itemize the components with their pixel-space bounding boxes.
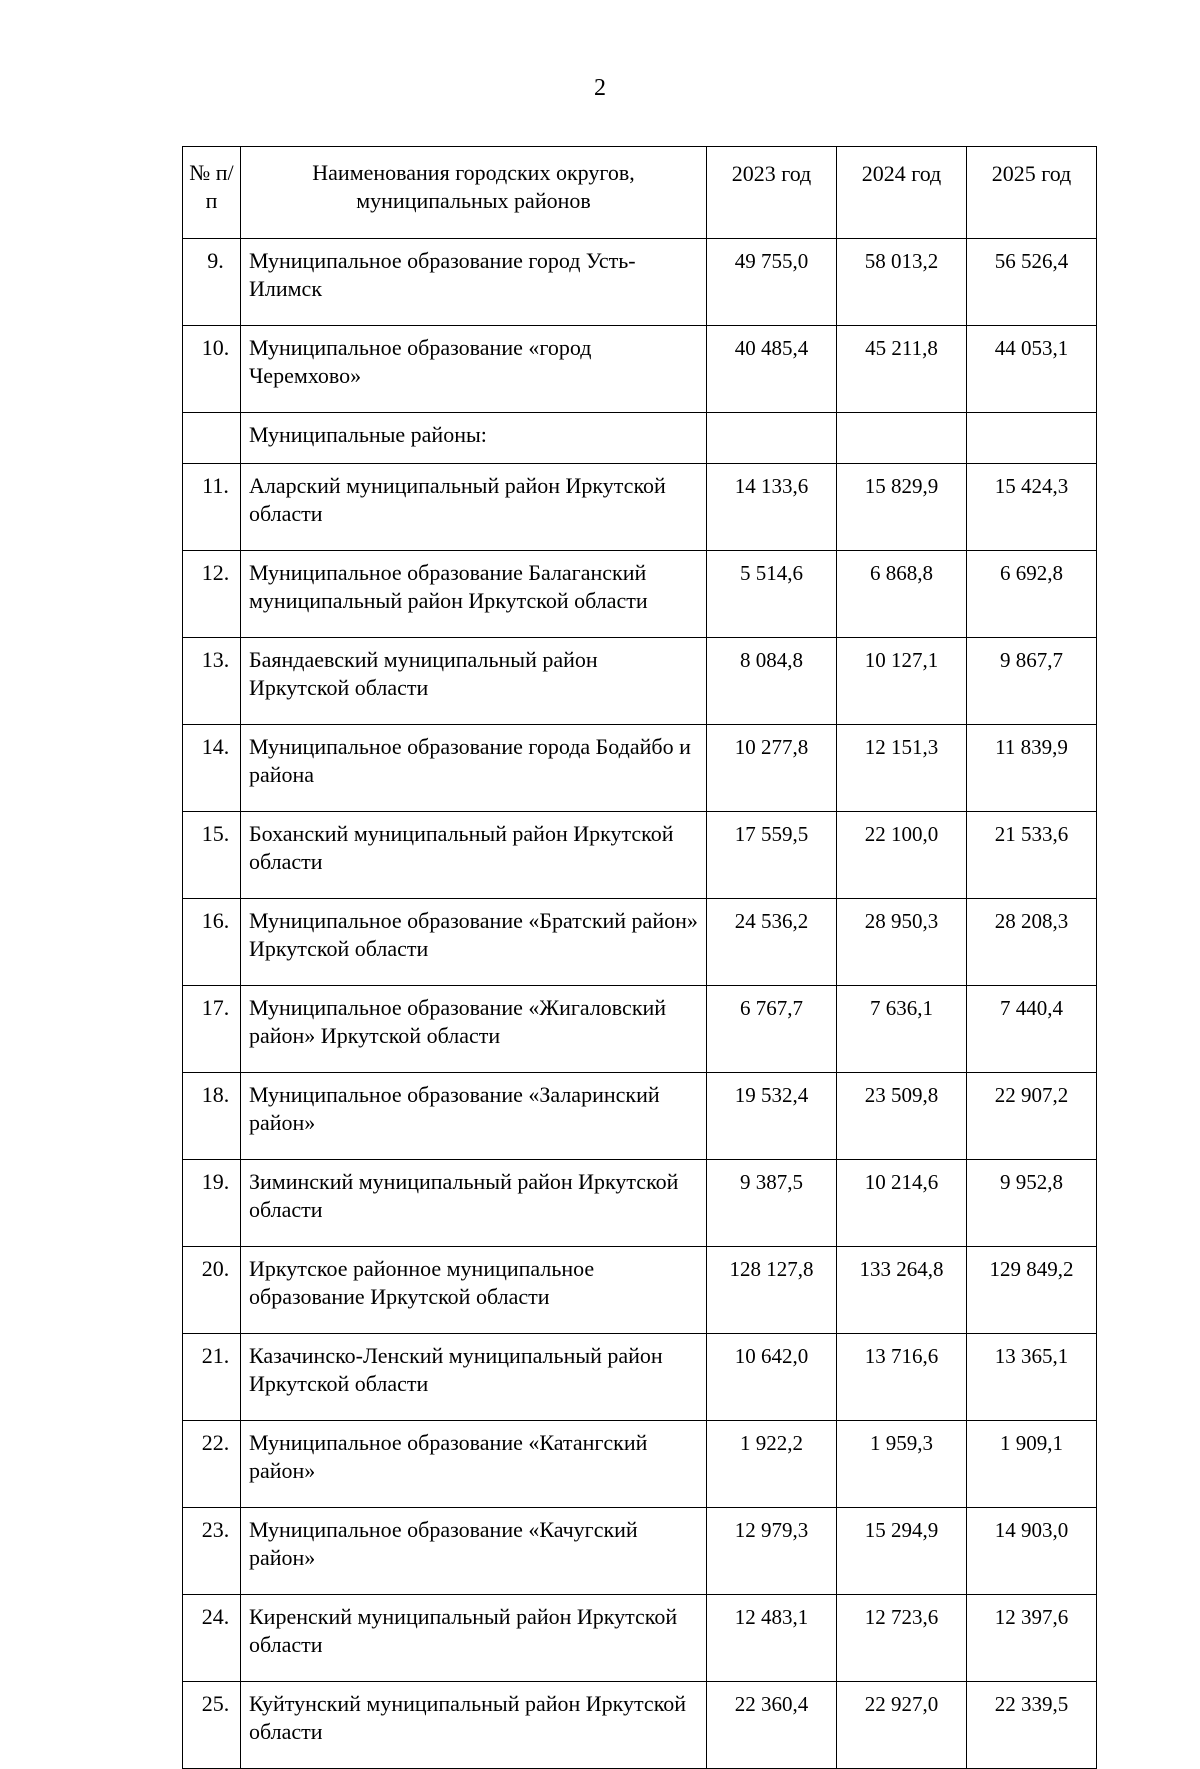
row-name: Куйтунский муниципальный район Иркутской области bbox=[241, 1682, 707, 1769]
value-2023: 10 277,8 bbox=[707, 725, 837, 812]
row-name: Киренский муниципальный район Иркутской области bbox=[241, 1595, 707, 1682]
row-name: Боханский муниципальный район Иркутской области bbox=[241, 812, 707, 899]
row-number: 20. bbox=[183, 1247, 241, 1334]
row-name: Муниципальное образование «Качугский район» bbox=[241, 1508, 707, 1595]
row-number: 9. bbox=[183, 239, 241, 326]
row-name: Муниципальные районы: bbox=[241, 413, 707, 464]
table-row bbox=[183, 812, 1097, 899]
value-2024 bbox=[837, 413, 967, 464]
value-2024: 12 151,3 bbox=[837, 725, 967, 812]
value-2025 bbox=[967, 413, 1097, 464]
row-name: Казачинско-Ленский муниципальный район Иркутской области bbox=[241, 1334, 707, 1421]
row-number: 13. bbox=[183, 638, 241, 725]
value-2024: 12 723,6 bbox=[837, 1595, 967, 1682]
value-2023: 12 979,3 bbox=[707, 1508, 837, 1595]
value-2025: 22 907,2 bbox=[967, 1073, 1097, 1160]
value-2024: 10 214,6 bbox=[837, 1160, 967, 1247]
value-2023: 17 559,5 bbox=[707, 812, 837, 899]
value-2024: 7 636,1 bbox=[837, 986, 967, 1073]
row-name: Аларский муниципальный район Иркутской области bbox=[241, 464, 707, 551]
value-2025: 6 692,8 bbox=[967, 551, 1097, 638]
budget-table bbox=[182, 146, 1097, 1769]
page-number: 2 bbox=[594, 75, 606, 101]
value-2023: 19 532,4 bbox=[707, 1073, 837, 1160]
row-number: 15. bbox=[183, 812, 241, 899]
table-row bbox=[183, 725, 1097, 812]
value-2023: 9 387,5 bbox=[707, 1160, 837, 1247]
row-number: 23. bbox=[183, 1508, 241, 1595]
table-row bbox=[183, 899, 1097, 986]
value-2023: 49 755,0 bbox=[707, 239, 837, 326]
row-number: 24. bbox=[183, 1595, 241, 1682]
row-number: 10. bbox=[183, 326, 241, 413]
value-2025: 44 053,1 bbox=[967, 326, 1097, 413]
value-2025: 56 526,4 bbox=[967, 239, 1097, 326]
row-name: Баяндаевский муниципальный район Иркутской области bbox=[241, 638, 707, 725]
row-number: 21. bbox=[183, 1334, 241, 1421]
table-row bbox=[183, 638, 1097, 725]
value-2023: 1 922,2 bbox=[707, 1421, 837, 1508]
header-2024: 2024 год bbox=[837, 147, 967, 239]
value-2023: 22 360,4 bbox=[707, 1682, 837, 1769]
value-2025: 9 952,8 bbox=[967, 1160, 1097, 1247]
value-2024: 23 509,8 bbox=[837, 1073, 967, 1160]
row-name: Муниципальное образование «Заларинский район» bbox=[241, 1073, 707, 1160]
row-name: Муниципальное образование город Усть-Илимск bbox=[241, 239, 707, 326]
value-2024: 6 868,8 bbox=[837, 551, 967, 638]
table-row bbox=[183, 1595, 1097, 1682]
row-name: Муниципальное образование «Братский район» Иркутской области bbox=[241, 899, 707, 986]
value-2024: 58 013,2 bbox=[837, 239, 967, 326]
header-name: Наименования городских округов, муниципальных районов bbox=[241, 147, 707, 239]
value-2024: 15 829,9 bbox=[837, 464, 967, 551]
row-number bbox=[183, 413, 241, 464]
table-row bbox=[183, 1073, 1097, 1160]
table-row bbox=[183, 1247, 1097, 1334]
table-body bbox=[183, 239, 1097, 1769]
value-2025: 13 365,1 bbox=[967, 1334, 1097, 1421]
value-2025: 21 533,6 bbox=[967, 812, 1097, 899]
table-row bbox=[183, 1160, 1097, 1247]
table-row bbox=[183, 413, 1097, 464]
value-2023 bbox=[707, 413, 837, 464]
row-number: 17. bbox=[183, 986, 241, 1073]
value-2025: 129 849,2 bbox=[967, 1247, 1097, 1334]
row-name: Муниципальное образование города Бодайбо и района bbox=[241, 725, 707, 812]
row-name: Муниципальное образование «Катангский район» bbox=[241, 1421, 707, 1508]
table-row bbox=[183, 986, 1097, 1073]
value-2024: 28 950,3 bbox=[837, 899, 967, 986]
value-2023: 10 642,0 bbox=[707, 1334, 837, 1421]
value-2023: 8 084,8 bbox=[707, 638, 837, 725]
value-2025: 11 839,9 bbox=[967, 725, 1097, 812]
row-name: Муниципальное образование Балаганский муниципальный район Иркутской области bbox=[241, 551, 707, 638]
row-number: 19. bbox=[183, 1160, 241, 1247]
value-2025: 7 440,4 bbox=[967, 986, 1097, 1073]
header-num: № п/п bbox=[183, 147, 241, 239]
row-number: 25. bbox=[183, 1682, 241, 1769]
value-2023: 12 483,1 bbox=[707, 1595, 837, 1682]
row-name: Зиминский муниципальный район Иркутской области bbox=[241, 1160, 707, 1247]
row-number: 18. bbox=[183, 1073, 241, 1160]
table-row bbox=[183, 1421, 1097, 1508]
value-2024: 133 264,8 bbox=[837, 1247, 967, 1334]
value-2023: 24 536,2 bbox=[707, 899, 837, 986]
table-row bbox=[183, 1508, 1097, 1595]
value-2025: 28 208,3 bbox=[967, 899, 1097, 986]
value-2023: 6 767,7 bbox=[707, 986, 837, 1073]
value-2024: 15 294,9 bbox=[837, 1508, 967, 1595]
value-2024: 22 927,0 bbox=[837, 1682, 967, 1769]
row-number: 11. bbox=[183, 464, 241, 551]
row-name: Иркутское районное муниципальное образование Иркутской области bbox=[241, 1247, 707, 1334]
table-row bbox=[183, 326, 1097, 413]
row-number: 16. bbox=[183, 899, 241, 986]
value-2024: 45 211,8 bbox=[837, 326, 967, 413]
value-2025: 1 909,1 bbox=[967, 1421, 1097, 1508]
value-2024: 13 716,6 bbox=[837, 1334, 967, 1421]
value-2025: 15 424,3 bbox=[967, 464, 1097, 551]
row-number: 14. bbox=[183, 725, 241, 812]
value-2024: 1 959,3 bbox=[837, 1421, 967, 1508]
value-2025: 9 867,7 bbox=[967, 638, 1097, 725]
table-row bbox=[183, 464, 1097, 551]
table-row bbox=[183, 1682, 1097, 1769]
table-row bbox=[183, 551, 1097, 638]
value-2023: 40 485,4 bbox=[707, 326, 837, 413]
value-2023: 128 127,8 bbox=[707, 1247, 837, 1334]
row-number: 12. bbox=[183, 551, 241, 638]
row-name: Муниципальное образование «Жигаловский район» Иркутской области bbox=[241, 986, 707, 1073]
table-row bbox=[183, 1334, 1097, 1421]
value-2024: 22 100,0 bbox=[837, 812, 967, 899]
value-2025: 14 903,0 bbox=[967, 1508, 1097, 1595]
value-2023: 5 514,6 bbox=[707, 551, 837, 638]
value-2025: 12 397,6 bbox=[967, 1595, 1097, 1682]
table-row bbox=[183, 239, 1097, 326]
header-2025: 2025 год bbox=[967, 147, 1097, 239]
value-2023: 14 133,6 bbox=[707, 464, 837, 551]
row-name: Муниципальное образование «город Черемхово» bbox=[241, 326, 707, 413]
value-2025: 22 339,5 bbox=[967, 1682, 1097, 1769]
row-number: 22. bbox=[183, 1421, 241, 1508]
table-header-row bbox=[183, 147, 1097, 239]
header-2023: 2023 год bbox=[707, 147, 837, 239]
value-2024: 10 127,1 bbox=[837, 638, 967, 725]
